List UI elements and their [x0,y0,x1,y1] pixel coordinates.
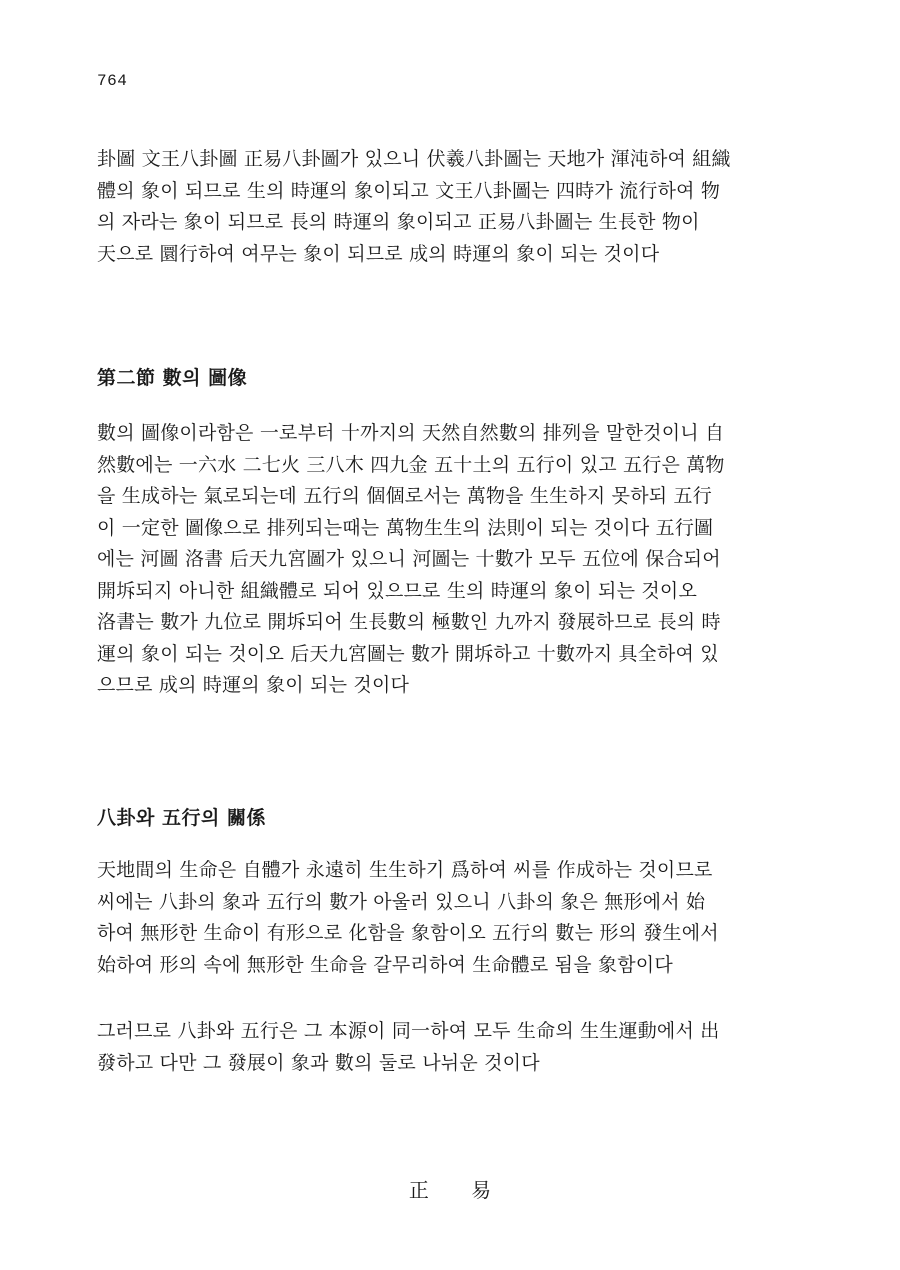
section2-paragraph [97,418,757,702]
text-line: 의 자라는 象이 되므로 長의 時運의 象이되고 正易八卦圖는 生長한 物이 [97,211,700,233]
text-line: 天으로 圜行하여 여무는 象이 되므로 成의 時運의 象이 되는 것이다 [97,242,660,265]
section3-paragraph-2 [97,1016,757,1079]
text-line: 運의 象이 되는 것이오 后天九宮圖는 數가 開坼하고 十數까지 具全하여 있 [97,642,719,665]
text-line: 天地間의 生命은 自體가 永遠히 生生하기 爲하여 씨를 作成하는 것이므로 [97,859,713,881]
text-line: 씨에는 八卦의 象과 五行의 數가 아울러 있으니 八卦의 象은 無形에서 始 [97,890,706,913]
intro-paragraph [97,144,757,270]
text-line: 에는 河圖 洛書 后天九宮圖가 있으니 河圖는 十數가 모두 五位에 保合되어 [97,548,721,570]
text-line: 開坼되지 아니한 組織體로 되어 있으므로 生의 時運의 象이 되는 것이오 [97,579,698,602]
text-line: 이 一定한 圖像으로 排列되는때는 萬物生生의 法則이 되는 것이다 五行圖 [97,516,714,539]
text-line: 卦圖 文王八卦圖 正易八卦圖가 있으니 伏羲八卦圖는 天地가 渾沌하여 組織 [97,148,731,170]
text-line: 數의 圖像이라함은 一로부터 十까지의 天然自然數의 排列을 말한것이니 自 [97,422,725,444]
text-line: 하여 無形한 生命이 有形으로 化함을 象함이오 五行의 數는 形의 發生에서 [97,922,719,944]
text-line: 始하여 形의 속에 無形한 生命을 갈무리하여 生命體로 됨을 象함이다 [97,953,673,976]
text-line: 을 生成하는 氣로되는데 五行의 個個로서는 萬物을 生生하지 못하되 五行 [97,485,712,507]
text-line: 으므로 成의 時運의 象이 되는 것이다 [97,674,410,696]
section3-paragraph [97,855,757,981]
text-line: 體의 象이 되므로 生의 時運의 象이되고 文王八卦圖는 四時가 流行하여 物 [97,179,721,202]
text-line: 그러므로 八卦와 五行은 그 本源이 同一하여 모두 生命의 生生運動에서 出 [97,1020,720,1042]
text-line: 然數에는 一六水 二七火 三八木 四九金 五十土의 五行이 있고 五行은 萬物 [97,453,725,476]
section-heading: 第二節 數의 圖像 [97,367,248,389]
section-heading: 八卦와 五行의 關係 [97,807,266,829]
text-line: 洛書는 數가 九位로 開坼되어 生長數의 極數인 九까지 發展하므로 長의 時 [97,611,721,633]
page-footer: 正 易 [408,1178,510,1202]
text-line: 發하고 다만 그 發展이 象과 數의 둘로 나뉘운 것이다 [97,1051,540,1074]
page-number: 764 [97,72,128,90]
